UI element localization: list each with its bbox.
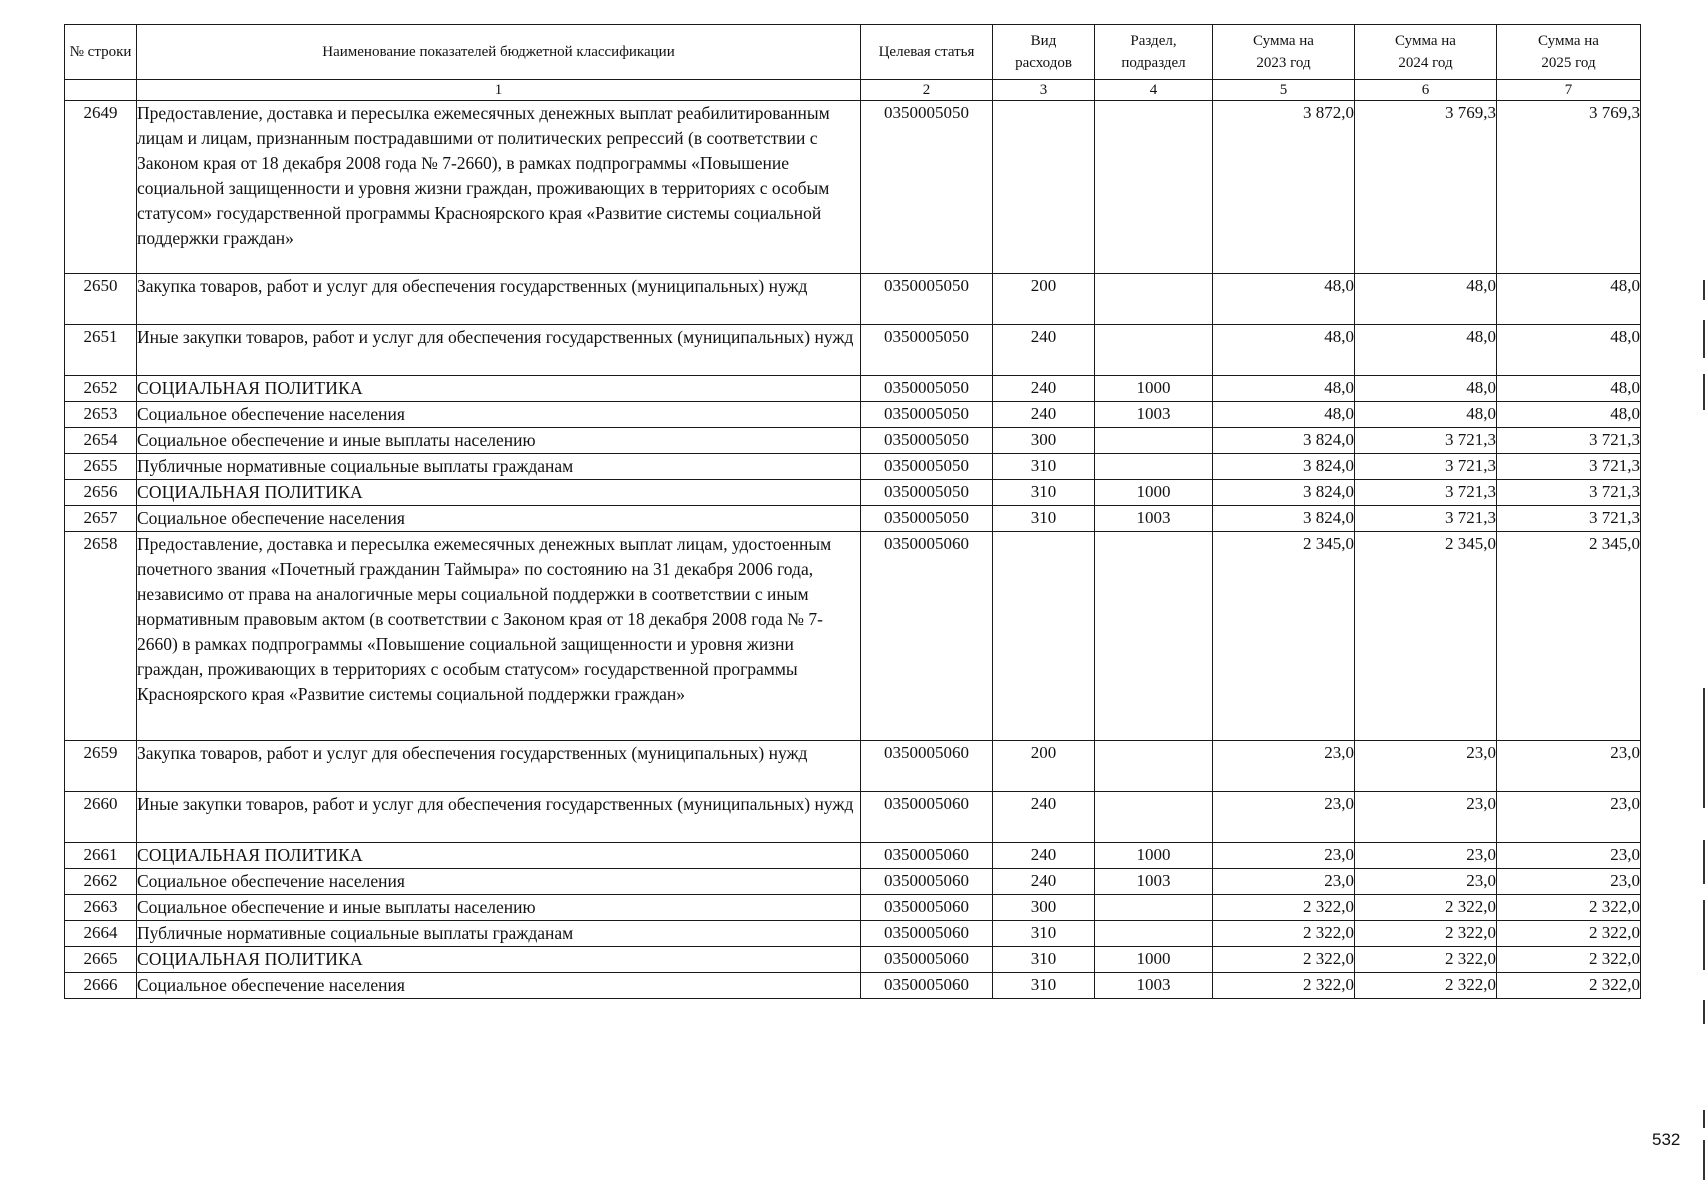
row-sum-2025-cell: 23,0 <box>1497 741 1641 792</box>
row-target-cell: 0350005060 <box>861 895 993 921</box>
row-name-cell: Социальное обеспечение и иные выплаты населению <box>137 428 861 454</box>
row-name-cell: СОЦИАЛЬНАЯ ПОЛИТИКА <box>137 480 861 506</box>
row-number-cell: 2661 <box>65 843 137 869</box>
table-row <box>65 921 1641 947</box>
row-target-cell: 0350005050 <box>861 101 993 274</box>
row-sum-2023-cell: 48,0 <box>1213 376 1355 402</box>
row-number-cell: 2656 <box>65 480 137 506</box>
row-name-cell: СОЦИАЛЬНАЯ ПОЛИТИКА <box>137 947 861 973</box>
table-row <box>65 428 1641 454</box>
row-section-cell <box>1095 741 1213 792</box>
row-sum-2023-cell: 23,0 <box>1213 792 1355 843</box>
row-number-cell: 2651 <box>65 325 137 376</box>
row-kind-cell <box>993 101 1095 274</box>
row-number-cell: 2652 <box>65 376 137 402</box>
page-number: 532 <box>1652 1130 1681 1149</box>
row-target-cell: 0350005060 <box>861 869 993 895</box>
row-sum-2023-cell: 2 322,0 <box>1213 895 1355 921</box>
table-row <box>65 973 1641 999</box>
row-sum-2024-cell: 23,0 <box>1355 741 1497 792</box>
column-number: 6 <box>1355 80 1497 101</box>
table-row <box>65 402 1641 428</box>
row-target-cell: 0350005050 <box>861 454 993 480</box>
row-target-cell: 0350005060 <box>861 921 993 947</box>
budget-table <box>64 24 1641 999</box>
row-target-cell: 0350005060 <box>861 973 993 999</box>
row-sum-2025-cell: 3 721,3 <box>1497 506 1641 532</box>
row-number-cell: 2654 <box>65 428 137 454</box>
table-row <box>65 506 1641 532</box>
row-sum-2024-cell: 3 721,3 <box>1355 480 1497 506</box>
header-row <box>65 25 1641 80</box>
row-sum-2025-cell: 2 345,0 <box>1497 532 1641 741</box>
row-sum-2024-cell: 2 322,0 <box>1355 947 1497 973</box>
row-section-cell: 1000 <box>1095 480 1213 506</box>
row-sum-2024-cell: 2 322,0 <box>1355 973 1497 999</box>
row-sum-2023-cell: 48,0 <box>1213 274 1355 325</box>
row-name-cell: Публичные нормативные социальные выплаты гражданам <box>137 921 861 947</box>
row-sum-2023-cell: 3 824,0 <box>1213 454 1355 480</box>
row-name-cell: СОЦИАЛЬНАЯ ПОЛИТИКА <box>137 843 861 869</box>
row-sum-2024-cell: 3 769,3 <box>1355 101 1497 274</box>
row-kind-cell: 300 <box>993 895 1095 921</box>
row-sum-2023-cell: 23,0 <box>1213 741 1355 792</box>
table-row <box>65 947 1641 973</box>
header-name: Наименование показателей бюджетной классификации <box>137 25 861 80</box>
row-sum-2024-cell: 48,0 <box>1355 274 1497 325</box>
row-kind-cell: 240 <box>993 325 1095 376</box>
row-sum-2023-cell: 2 345,0 <box>1213 532 1355 741</box>
row-section-cell: 1003 <box>1095 973 1213 999</box>
row-sum-2025-cell: 48,0 <box>1497 274 1641 325</box>
row-target-cell: 0350005060 <box>861 741 993 792</box>
row-sum-2024-cell: 3 721,3 <box>1355 506 1497 532</box>
row-section-cell: 1003 <box>1095 402 1213 428</box>
row-target-cell: 0350005050 <box>861 506 993 532</box>
table-row <box>65 101 1641 274</box>
row-kind-cell: 240 <box>993 843 1095 869</box>
row-sum-2025-cell: 48,0 <box>1497 402 1641 428</box>
column-number: 3 <box>993 80 1095 101</box>
row-sum-2025-cell: 2 322,0 <box>1497 895 1641 921</box>
column-number: 1 <box>137 80 861 101</box>
row-number-cell: 2655 <box>65 454 137 480</box>
row-name-cell: Социальное обеспечение и иные выплаты населению <box>137 895 861 921</box>
header-sum-2025: Сумма на 2025 год <box>1497 25 1641 80</box>
row-kind-cell: 310 <box>993 480 1095 506</box>
row-sum-2023-cell: 23,0 <box>1213 843 1355 869</box>
table-row <box>65 741 1641 792</box>
header-section: Раздел, подраздел <box>1095 25 1213 80</box>
table-row <box>65 843 1641 869</box>
row-sum-2024-cell: 23,0 <box>1355 792 1497 843</box>
row-kind-cell: 310 <box>993 506 1095 532</box>
row-kind-cell: 200 <box>993 274 1095 325</box>
header-target: Целевая статья <box>861 25 993 80</box>
row-name-cell: Социальное обеспечение населения <box>137 973 861 999</box>
row-section-cell <box>1095 428 1213 454</box>
row-name-cell: Закупка товаров, работ и услуг для обеспечения государственных (муниципальных) нужд <box>137 274 861 325</box>
row-number-cell: 2659 <box>65 741 137 792</box>
row-sum-2025-cell: 2 322,0 <box>1497 973 1641 999</box>
row-sum-2025-cell: 23,0 <box>1497 792 1641 843</box>
row-sum-2025-cell: 3 721,3 <box>1497 454 1641 480</box>
row-section-cell: 1000 <box>1095 947 1213 973</box>
row-sum-2023-cell: 3 824,0 <box>1213 428 1355 454</box>
row-target-cell: 0350005060 <box>861 532 993 741</box>
row-sum-2025-cell: 3 721,3 <box>1497 428 1641 454</box>
row-number-cell: 2657 <box>65 506 137 532</box>
row-kind-cell: 200 <box>993 741 1095 792</box>
row-kind-cell <box>993 532 1095 741</box>
row-sum-2024-cell: 3 721,3 <box>1355 428 1497 454</box>
row-target-cell: 0350005050 <box>861 428 993 454</box>
row-number-cell: 2653 <box>65 402 137 428</box>
row-sum-2025-cell: 3 769,3 <box>1497 101 1641 274</box>
row-sum-2023-cell: 48,0 <box>1213 402 1355 428</box>
row-sum-2023-cell: 3 824,0 <box>1213 506 1355 532</box>
row-number-cell: 2658 <box>65 532 137 741</box>
row-name-cell: Предоставление, доставка и пересылка ежемесячных денежных выплат реабилитированным лицам и лицам, признанным пострадавшими от политических репрессий (в соответствии с Законом края от 18 декабря 2008 года № 7-2660), в рамках подпрограммы «Повышение социальной защищенности и уровня жизни граждан, проживающих в территориях с особым статусом» государственной программы Красноярского края «Развитие системы социальной поддержки граждан» <box>137 101 861 274</box>
row-name-cell: СОЦИАЛЬНАЯ ПОЛИТИКА <box>137 376 861 402</box>
row-target-cell: 0350005050 <box>861 402 993 428</box>
row-sum-2025-cell: 48,0 <box>1497 376 1641 402</box>
row-sum-2023-cell: 48,0 <box>1213 325 1355 376</box>
row-name-cell: Социальное обеспечение населения <box>137 869 861 895</box>
row-kind-cell: 300 <box>993 428 1095 454</box>
row-sum-2024-cell: 2 322,0 <box>1355 895 1497 921</box>
row-target-cell: 0350005060 <box>861 947 993 973</box>
row-number-cell: 2662 <box>65 869 137 895</box>
row-sum-2024-cell: 2 322,0 <box>1355 921 1497 947</box>
row-sum-2023-cell: 2 322,0 <box>1213 921 1355 947</box>
row-kind-cell: 310 <box>993 973 1095 999</box>
table-row <box>65 532 1641 741</box>
row-number-cell: 2649 <box>65 101 137 274</box>
table-row <box>65 454 1641 480</box>
row-name-cell: Предоставление, доставка и пересылка ежемесячных денежных выплат лицам, удостоенным почетного звания «Почетный гражданин Таймыра» по состоянию на 31 декабря 2006 года, независимо от права на аналогичные меры социальной поддержки в соответствии с иным нормативным правовым актом (в соответствии с Законом края от 18 декабря 2008 года № 7-2660) в рамках подпрограммы «Повышение социальной защищенности и уровня жизни граждан, проживающих в территориях с особым статусом» государственной программы Красноярского края «Развитие системы социальной поддержки граждан» <box>137 532 861 741</box>
row-target-cell: 0350005050 <box>861 376 993 402</box>
row-number-cell: 2664 <box>65 921 137 947</box>
column-number: 5 <box>1213 80 1355 101</box>
column-number: 4 <box>1095 80 1213 101</box>
row-section-cell <box>1095 454 1213 480</box>
row-section-cell <box>1095 792 1213 843</box>
row-kind-cell: 310 <box>993 454 1095 480</box>
header-sum-2023: Сумма на 2023 год <box>1213 25 1355 80</box>
row-target-cell: 0350005050 <box>861 325 993 376</box>
row-name-cell: Закупка товаров, работ и услуг для обеспечения государственных (муниципальных) нужд <box>137 741 861 792</box>
row-sum-2023-cell: 23,0 <box>1213 869 1355 895</box>
row-section-cell <box>1095 101 1213 274</box>
row-target-cell: 0350005050 <box>861 480 993 506</box>
column-number: 2 <box>861 80 993 101</box>
row-kind-cell: 240 <box>993 869 1095 895</box>
row-name-cell: Иные закупки товаров, работ и услуг для обеспечения государственных (муниципальных) нужд <box>137 325 861 376</box>
column-number: 7 <box>1497 80 1641 101</box>
row-sum-2025-cell: 48,0 <box>1497 325 1641 376</box>
row-sum-2023-cell: 2 322,0 <box>1213 973 1355 999</box>
row-kind-cell: 240 <box>993 402 1095 428</box>
row-target-cell: 0350005050 <box>861 274 993 325</box>
row-sum-2024-cell: 48,0 <box>1355 325 1497 376</box>
table-row <box>65 376 1641 402</box>
row-sum-2025-cell: 2 322,0 <box>1497 947 1641 973</box>
table-row <box>65 869 1641 895</box>
table-row <box>65 792 1641 843</box>
table-row <box>65 325 1641 376</box>
row-section-cell <box>1095 274 1213 325</box>
row-kind-cell: 240 <box>993 376 1095 402</box>
row-section-cell <box>1095 532 1213 741</box>
row-section-cell: 1000 <box>1095 843 1213 869</box>
row-section-cell: 1003 <box>1095 506 1213 532</box>
table-row <box>65 274 1641 325</box>
row-name-cell: Социальное обеспечение населения <box>137 402 861 428</box>
row-number-cell: 2650 <box>65 274 137 325</box>
row-sum-2023-cell: 2 322,0 <box>1213 947 1355 973</box>
row-kind-cell: 240 <box>993 792 1095 843</box>
row-sum-2024-cell: 48,0 <box>1355 402 1497 428</box>
row-sum-2024-cell: 2 345,0 <box>1355 532 1497 741</box>
row-kind-cell: 310 <box>993 947 1095 973</box>
table-row <box>65 480 1641 506</box>
row-number-cell: 2666 <box>65 973 137 999</box>
row-section-cell: 1003 <box>1095 869 1213 895</box>
header-kind: Вид расходов <box>993 25 1095 80</box>
scan-edge-marks <box>1700 0 1708 1200</box>
row-sum-2025-cell: 23,0 <box>1497 869 1641 895</box>
column-number-blank <box>65 80 137 101</box>
row-kind-cell: 310 <box>993 921 1095 947</box>
row-sum-2025-cell: 23,0 <box>1497 843 1641 869</box>
row-section-cell <box>1095 325 1213 376</box>
row-sum-2024-cell: 23,0 <box>1355 869 1497 895</box>
row-section-cell <box>1095 895 1213 921</box>
row-section-cell: 1000 <box>1095 376 1213 402</box>
header-sum-2024: Сумма на 2024 год <box>1355 25 1497 80</box>
row-number-cell: 2663 <box>65 895 137 921</box>
header-row-no: № строки <box>65 25 137 80</box>
row-name-cell: Иные закупки товаров, работ и услуг для обеспечения государственных (муниципальных) нужд <box>137 792 861 843</box>
row-sum-2023-cell: 3 872,0 <box>1213 101 1355 274</box>
row-number-cell: 2665 <box>65 947 137 973</box>
column-number-row <box>65 80 1641 101</box>
row-target-cell: 0350005060 <box>861 843 993 869</box>
table-row <box>65 895 1641 921</box>
row-sum-2023-cell: 3 824,0 <box>1213 480 1355 506</box>
row-sum-2025-cell: 3 721,3 <box>1497 480 1641 506</box>
row-sum-2024-cell: 48,0 <box>1355 376 1497 402</box>
row-sum-2024-cell: 3 721,3 <box>1355 454 1497 480</box>
row-section-cell <box>1095 921 1213 947</box>
row-sum-2024-cell: 23,0 <box>1355 843 1497 869</box>
row-number-cell: 2660 <box>65 792 137 843</box>
row-name-cell: Социальное обеспечение населения <box>137 506 861 532</box>
row-target-cell: 0350005060 <box>861 792 993 843</box>
row-sum-2025-cell: 2 322,0 <box>1497 921 1641 947</box>
row-name-cell: Публичные нормативные социальные выплаты гражданам <box>137 454 861 480</box>
